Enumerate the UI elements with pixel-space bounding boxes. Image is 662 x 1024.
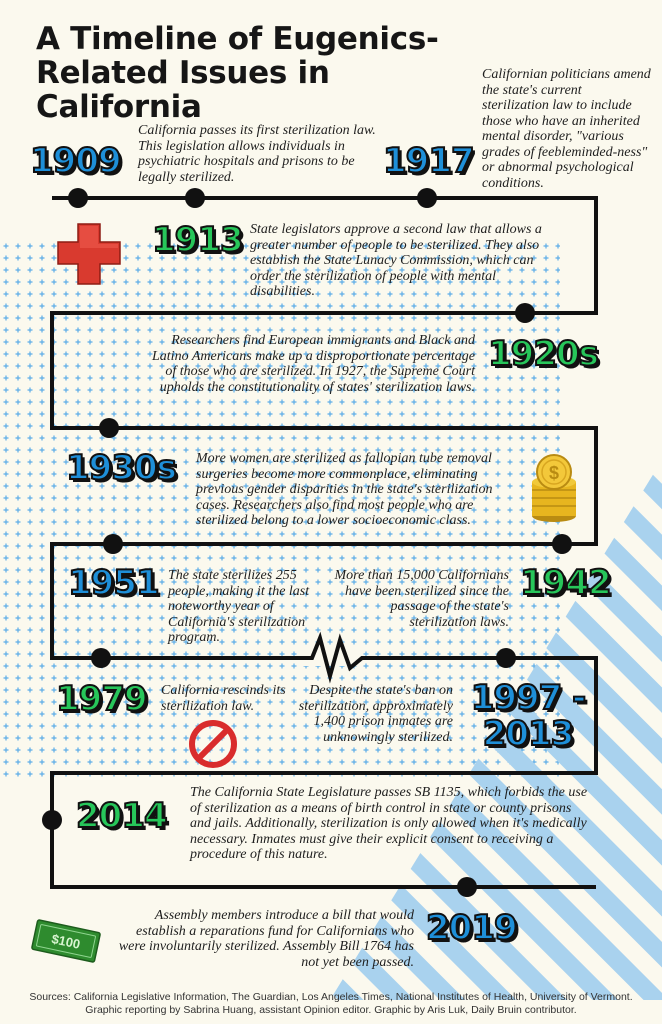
dot-1942 — [552, 534, 572, 554]
dollar-bill-label: $100 — [50, 931, 82, 952]
event-2019-text: Assembly members introduce a bill that would establish a reparations fund for Californians who were involuntarily sterilized. Assembly Bill 1764 has not yet been passed. — [118, 908, 414, 970]
event-1997-text: Despite the state's ban on sterilization, approximately 1,400 prison inmates are unknowingly sterilized. — [298, 683, 453, 745]
dot-1920s — [515, 303, 535, 323]
dot-1930s — [99, 418, 119, 438]
sources-footer — [20, 991, 642, 1017]
year-1930s: 1930s — [66, 448, 176, 488]
gold-coins-icon — [532, 455, 576, 522]
year-2019: 2019 — [426, 908, 517, 948]
dot-2019 — [457, 877, 477, 897]
year-1909: 1909 — [30, 141, 121, 181]
dollar-bill-icon — [32, 920, 101, 963]
event-1917-text: Californian politicians amend the state's current sterilization law to include those who have an inherited mental disorder, "various grades of feebleminded-ness" or abnormal psychological conditions. — [482, 67, 651, 191]
event-1942-text: More than 15,000 Californians have been sterilized since the passage of the state's sterilization laws. — [334, 568, 509, 630]
dot-2014 — [42, 810, 62, 830]
dot-1909 — [68, 188, 88, 208]
year-1942: 1942 — [520, 563, 611, 603]
event-2014-text: The California State Legislature passes SB 1135, which forbids the use of sterilization as a means of birth control in state or county prisons and jails. Additionally, sterilization is only allowed when it's medically necessary. Inmates must give their explicit consent to receiving a procedure of this nature. — [190, 785, 588, 862]
year-1913: 1913 — [152, 220, 243, 260]
dot-1917 — [417, 188, 437, 208]
credits-line: Graphic reporting by Sabrina Huang, assistant Opinion editor. Graphic by Aris Luk, Daily Bruin contributor. — [85, 1004, 577, 1016]
sources-line: Sources: California Legislative Information, The Guardian, Los Angeles Times, National Institutes of Health, University of Vermont. — [29, 991, 633, 1003]
event-1951-text: The state sterilizes 255 people, making it the last noteworthy year of California's sterilization program. — [168, 568, 310, 645]
year-1997-2013: 1997 - 2013 — [470, 678, 586, 754]
year-1920s: 1920s — [488, 334, 598, 374]
dot-1951 — [103, 534, 123, 554]
svg-text:$: $ — [548, 463, 560, 483]
dot-1979 — [91, 648, 111, 668]
year-2014: 2014 — [76, 796, 167, 836]
year-1917: 1917 — [383, 141, 474, 181]
year-1979: 1979 — [56, 679, 147, 719]
dot-1997 — [496, 648, 516, 668]
event-1930s-text: More women are sterilized as fallopian tube removal surgeries become more commonplace, eliminating previous gender disparities in the state's sterilization cases. Researchers also find most people who are sterilized belong to a lower socioeconomic class. — [196, 451, 493, 528]
event-1920s-text: Researchers find European immigrants and Black and Latino Americans make up a disproportionate percentage of those who are sterilized. In 1927, the Supreme Court upholds the constitutionality of states' sterilization laws. — [152, 333, 475, 395]
page-title: A Timeline of Eugenics-Related Issues in California — [36, 21, 439, 125]
event-1979-text: California rescinds its sterilization law. — [161, 683, 286, 714]
year-1951: 1951 — [68, 563, 159, 603]
event-1909-text: California passes its first sterilization law. This legislation allows individuals in psychiatric hospitals and prisons to be legally sterilized. — [138, 123, 376, 185]
event-1913-text: State legislators approve a second law that allows a greater number of people to be sterilized. They also establish the State Lunacy Commission, which can order the sterilization of people with mental disabilities. — [250, 222, 542, 299]
dot-1913 — [185, 188, 205, 208]
